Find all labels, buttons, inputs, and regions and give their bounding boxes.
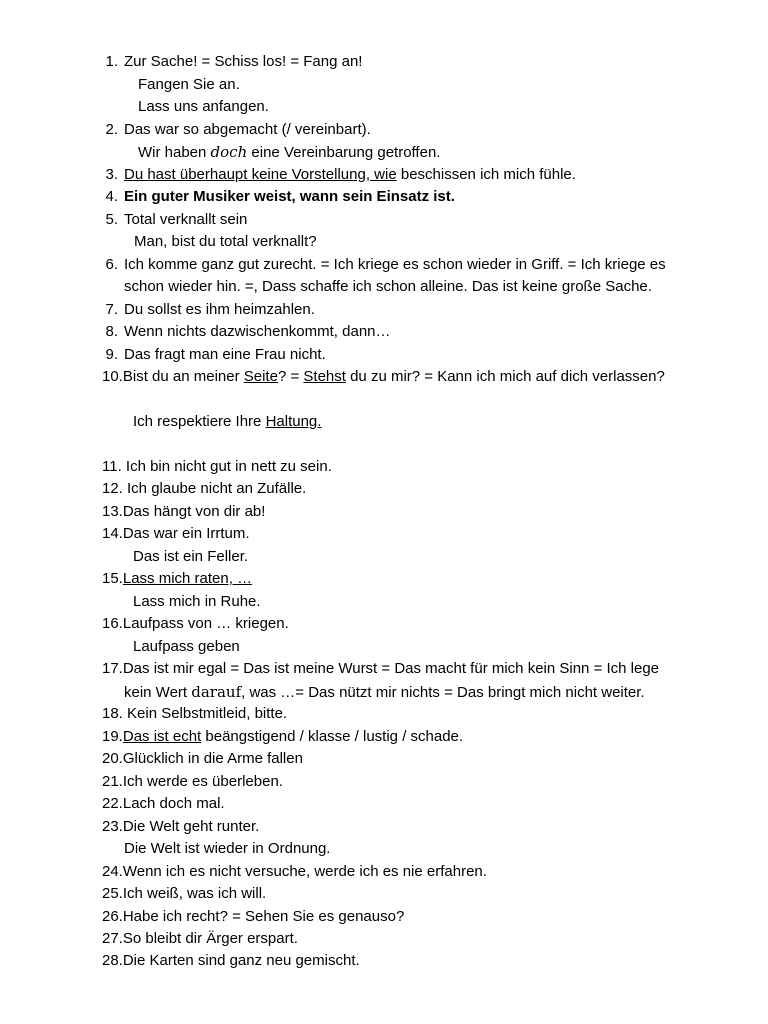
list-number: 3. bbox=[105, 166, 118, 183]
text-segment: beängstigend / klasse / lustig / schade. bbox=[201, 728, 464, 745]
list-item: Das war so abgemacht (/ vereinbart). bbox=[124, 121, 371, 138]
list-number: 6. bbox=[105, 256, 118, 273]
text-segment: ? = bbox=[277, 368, 304, 385]
text-segment: kein Wert bbox=[124, 684, 192, 701]
list-number: 1. bbox=[105, 53, 118, 70]
list-item: Das fragt man eine Frau nicht. bbox=[124, 346, 326, 363]
text-segment: Ich respektiere Ihre bbox=[133, 413, 266, 430]
list-number: 5. bbox=[105, 211, 118, 228]
list-number: 9. bbox=[105, 346, 118, 363]
list-subitem: Die Welt ist wieder in Ordnung. bbox=[124, 840, 331, 857]
list-subitem: Lass mich in Ruhe. bbox=[133, 593, 261, 610]
list-item bbox=[102, 570, 252, 588]
list-subitem: Man, bist du total verknallt? bbox=[134, 233, 317, 250]
list-number: 4. bbox=[105, 188, 118, 205]
text-segment: beschissen ich mich fühle. bbox=[396, 166, 576, 183]
list-item: 21.Ich werde es überleben. bbox=[102, 773, 283, 790]
list-item: 23.Die Welt geht runter. bbox=[102, 818, 260, 835]
list-item: 27.So bleibt dir Ärger erspart. bbox=[102, 930, 298, 947]
text-segment: , was …= Das nützt mir nichts = Das bringt mich nicht weiter. bbox=[241, 684, 645, 701]
list-subitem: Lass uns anfangen. bbox=[138, 98, 269, 115]
note-line bbox=[133, 413, 321, 431]
underlined-text: Lass mich raten, … bbox=[122, 570, 253, 587]
list-subitem: Laufpass geben bbox=[133, 638, 240, 655]
text-segment: 19. bbox=[102, 728, 123, 745]
list-item: 20.Glücklich in die Arme fallen bbox=[102, 750, 303, 767]
list-subitem: Das ist ein Feller. bbox=[133, 548, 249, 565]
list-number: 2. bbox=[105, 121, 118, 138]
list-item: 22.Lach doch mal. bbox=[102, 795, 225, 812]
text-segment: Wir haben bbox=[138, 144, 211, 161]
text-segment: du zu mir? = Kann ich mich auf dich verlassen? bbox=[345, 368, 665, 385]
list-item: 18. Kein Selbstmitleid, bitte. bbox=[102, 705, 288, 722]
list-subitem bbox=[138, 143, 440, 162]
text-segment: 15. bbox=[102, 570, 123, 587]
list-item: 17.Das ist mir egal = Das ist meine Wurst = Das macht für mich kein Sinn = Ich lege bbox=[102, 660, 660, 677]
list-item bbox=[124, 166, 576, 184]
list-item: Wenn nichts dazwischenkommt, dann… bbox=[124, 323, 391, 340]
list-item: 25.Ich weiß, was ich will. bbox=[102, 885, 267, 902]
list-number: 7. bbox=[105, 301, 118, 318]
list-number: 8. bbox=[105, 323, 118, 340]
list-item: Zur Sache! = Schiss los! = Fang an! bbox=[124, 53, 363, 70]
underlined-text: Du hast überhaupt keine Vorstellung, wie bbox=[124, 166, 397, 183]
list-item bbox=[102, 368, 665, 386]
list-subitem: Fangen Sie an. bbox=[138, 76, 240, 93]
list-item: 11. Ich bin nicht gut in nett zu sein. bbox=[102, 458, 332, 475]
list-item: 16.Laufpass von … kriegen. bbox=[102, 615, 289, 632]
list-item: Total verknallt sein bbox=[124, 211, 248, 228]
list-item: Ein guter Musiker weist, wann sein Einsatz ist. bbox=[124, 188, 455, 205]
list-item: 13.Das hängt von dir ab! bbox=[102, 503, 266, 520]
list-item: Du sollst es ihm heimzahlen. bbox=[124, 301, 315, 318]
text-segment: 10.Bist du an meiner bbox=[102, 368, 244, 385]
underlined-text: Das ist echt bbox=[122, 728, 202, 745]
list-item: 24.Wenn ich es nicht versuche, werde ich es nie erfahren. bbox=[102, 863, 487, 880]
list-item-continuation: schon wieder hin. =, Dass schaffe ich schon alleine. Das ist keine große Sache. bbox=[124, 278, 652, 295]
list-item bbox=[102, 728, 463, 746]
list-item-continuation bbox=[124, 683, 645, 702]
list-item: 14.Das war ein Irrtum. bbox=[102, 525, 250, 542]
list-item: Ich komme ganz gut zurecht. = Ich kriege es schon wieder in Griff. = Ich kriege es bbox=[124, 256, 666, 273]
underlined-text: Seite bbox=[243, 368, 278, 385]
text-segment: eine Vereinbarung getroffen. bbox=[247, 144, 441, 161]
list-item: 12. Ich glaube nicht an Zufälle. bbox=[102, 480, 307, 497]
emphasis-word: darauf bbox=[191, 683, 242, 701]
underlined-text: Haltung. bbox=[265, 413, 322, 430]
list-item: 26.Habe ich recht? = Sehen Sie es genauso? bbox=[102, 908, 405, 925]
emphasis-word: doch bbox=[210, 143, 248, 161]
list-item: 28.Die Karten sind ganz neu gemischt. bbox=[102, 952, 360, 969]
underlined-text: Stehst bbox=[303, 368, 346, 385]
